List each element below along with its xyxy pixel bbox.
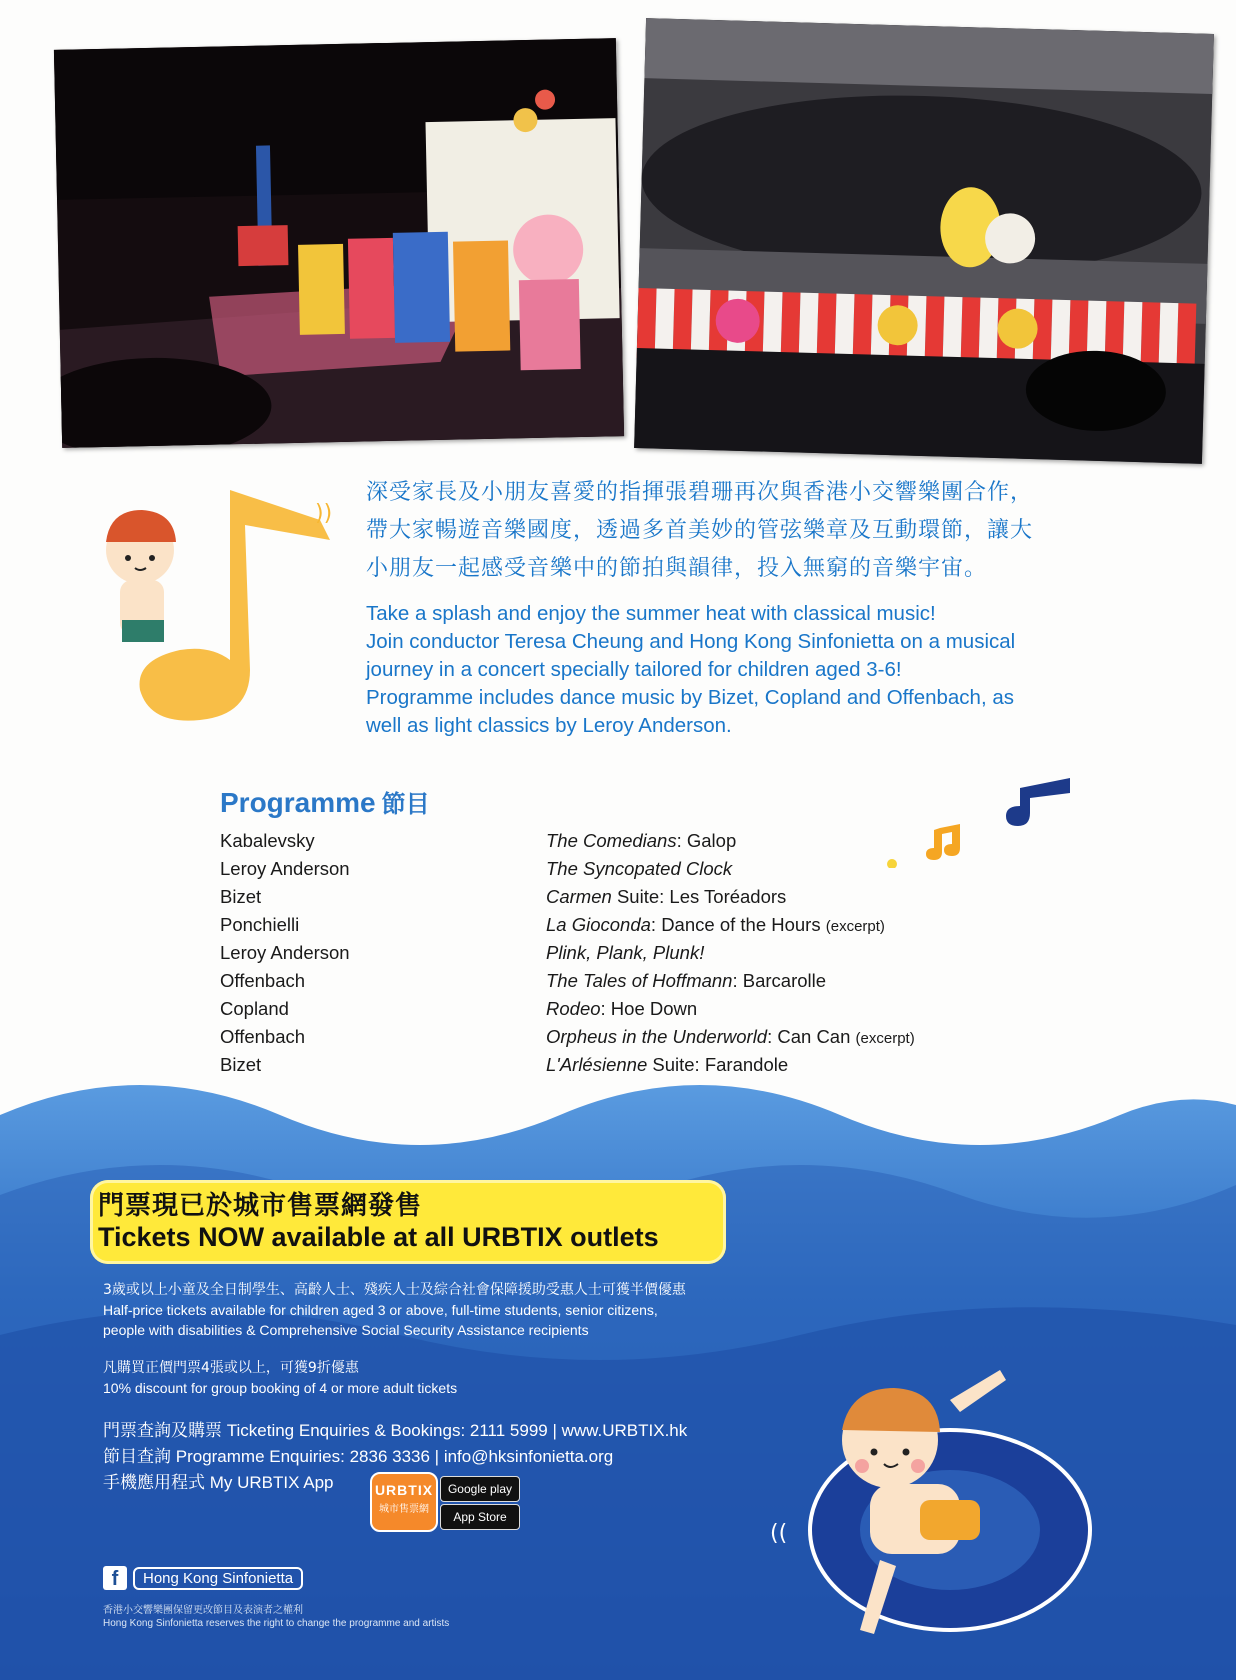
- work-title-italic: L'Arlésienne: [546, 1054, 648, 1075]
- intro-en-line: journey in a concert specially tailored for children aged 3-6!: [366, 658, 902, 681]
- work-title-italic: La Gioconda: [546, 914, 651, 935]
- intro-en-line: Take a splash and enjoy the summer heat with classical music!: [366, 602, 936, 625]
- app-store-icon[interactable]: [440, 1504, 520, 1530]
- disclaimer: [103, 1604, 449, 1630]
- composer-name: Ponchielli: [220, 914, 300, 935]
- composer-name: Copland: [220, 998, 289, 1019]
- separator: |: [429, 1447, 444, 1466]
- tickets-banner-zh: 門票現已於城市售票網發售: [98, 1191, 423, 1221]
- group-discount-info: [103, 1358, 803, 1398]
- work-note: (excerpt): [825, 918, 885, 935]
- half-price-en-2: people with disabilities & Comprehensive Social Security Assistance recipients: [103, 1322, 589, 1338]
- facebook-icon: f: [103, 1566, 127, 1590]
- work-title: [546, 827, 736, 857]
- work-title-rest: : Can Can: [767, 1026, 856, 1047]
- programme-item: [220, 995, 1040, 1023]
- intro-zh-line: 深受家長及小朋友喜愛的指揮張碧珊再次與香港小交響樂團合作，: [366, 480, 1034, 505]
- disclaimer-en: Hong Kong Sinfonietta reserves the right to change the programme and artists: [103, 1618, 450, 1629]
- composer-name: Offenbach: [220, 1026, 306, 1047]
- app-store-label: App Store: [453, 1510, 507, 1524]
- programme-item: [220, 827, 1040, 855]
- group-discount-en: 10% discount for group booking of 4 or more adult tickets: [103, 1380, 458, 1396]
- half-price-en-1: Half-price tickets available for children aged 3 or above, full-time students, senior citizens,: [103, 1302, 658, 1318]
- kid-in-swim-ring-illustration: [770, 1360, 1100, 1660]
- programme-heading: [220, 784, 430, 819]
- work-title: [546, 883, 786, 913]
- urbtix-app-icon-label-zh: 城市售票網: [379, 1504, 429, 1515]
- half-price-info: [103, 1280, 803, 1340]
- intro-zh-line: 帶大家暢遊音樂國度，透過多首美妙的管弦樂章及互動環節，讓大: [366, 518, 1034, 543]
- work-title-rest: : Galop: [676, 830, 737, 851]
- programme-heading-zh: 節目: [381, 790, 430, 818]
- programme-enquiries: [103, 1444, 823, 1470]
- work-title-italic: Orpheus in the Underworld: [546, 1026, 768, 1047]
- work-title-rest: : Hoe Down: [600, 998, 698, 1019]
- work-title-italic: The Comedians: [546, 830, 677, 851]
- programme-item: [220, 883, 1040, 911]
- programme-item: [220, 855, 1040, 883]
- work-title: [546, 911, 885, 941]
- work-title: [546, 855, 732, 885]
- programme-item: [220, 1023, 1040, 1051]
- programme-enq-en: Programme Enquiries: 2836 3336: [175, 1447, 430, 1466]
- google-play-icon[interactable]: [440, 1476, 520, 1502]
- svg-text:)): )): [315, 501, 333, 526]
- programme-item: [220, 911, 1040, 939]
- programme-item: [220, 967, 1040, 995]
- programme-enq-zh: 節目查詢: [103, 1447, 171, 1467]
- work-title: [546, 1023, 915, 1053]
- intro-text-english: [366, 600, 1126, 740]
- programme-list: [220, 827, 1040, 1079]
- programme-heading-en: Programme: [220, 787, 376, 818]
- urbtix-link[interactable]: www.URBTIX.hk: [561, 1421, 688, 1440]
- work-title-rest: : Barcarolle: [732, 970, 827, 991]
- app-zh: 手機應用程式: [103, 1473, 205, 1493]
- urbtix-app-icon[interactable]: [370, 1472, 438, 1532]
- intro-en-line: Join conductor Teresa Cheung and Hong Kong Sinfonietta on a musical: [366, 630, 1016, 653]
- facebook-page-name: Hong Kong Sinfonietta: [133, 1567, 303, 1590]
- composer-name: Kabalevsky: [220, 830, 315, 851]
- work-title-italic: Plink, Plank, Plunk!: [546, 942, 705, 963]
- work-title-rest: Suite: Les Toréadors: [611, 886, 787, 907]
- composer-name: Bizet: [220, 1054, 262, 1075]
- facebook-link[interactable]: [103, 1565, 303, 1591]
- app-en: My URBTIX App: [209, 1473, 334, 1492]
- urbtix-app-icon-label: URBTIX: [374, 1482, 434, 1498]
- work-title: [546, 967, 826, 997]
- separator: |: [547, 1421, 562, 1440]
- work-title-italic: Rodeo: [546, 998, 601, 1019]
- work-title: [546, 995, 697, 1025]
- email-link[interactable]: info@hksinfonietta.org: [443, 1447, 614, 1466]
- svg-text:((: ((: [770, 1521, 788, 1546]
- photo-stage-puppet-show: [54, 38, 624, 448]
- work-title-italic: The Syncopated Clock: [546, 858, 733, 879]
- tickets-banner-en: Tickets NOW available at all URBTIX outlets: [98, 1222, 659, 1252]
- intro-text-chinese: [366, 474, 1126, 588]
- work-note: (excerpt): [855, 1030, 915, 1047]
- work-title-italic: Carmen: [546, 886, 612, 907]
- photo-orchestra-performance: [634, 18, 1214, 464]
- google-play-label: Google play: [447, 1482, 513, 1496]
- work-title-rest: Suite: Farandole: [647, 1054, 789, 1075]
- ticketing-enquiries: [103, 1418, 823, 1444]
- work-title: [546, 939, 704, 969]
- intro-en-line: well as light classics by Leroy Anderson.: [366, 714, 732, 737]
- kid-on-music-note-illustration: [80, 480, 350, 730]
- work-title-rest: : Dance of the Hours: [650, 914, 826, 935]
- intro-en-line: Programme includes dance music by Bizet, Copland and Offenbach, as: [366, 686, 1015, 709]
- programme-item: [220, 939, 1040, 967]
- intro-zh-line: 小朋友一起感受音樂中的節拍與韻律，投入無窮的音樂宇宙。: [366, 556, 988, 581]
- ticketing-en: Ticketing Enquiries & Bookings: 2111 5999: [226, 1421, 548, 1440]
- tickets-available-banner: [90, 1180, 726, 1264]
- composer-name: Bizet: [220, 886, 262, 907]
- half-price-zh: 3歲或以上小童及全日制學生、高齡人士、殘疾人士及綜合社會保障援助受惠人士可獲半價優惠: [103, 1282, 686, 1298]
- composer-name: Leroy Anderson: [220, 942, 350, 963]
- work-title-italic: The Tales of Hoffmann: [546, 970, 733, 991]
- composer-name: Leroy Anderson: [220, 858, 350, 879]
- ticketing-zh: 門票查詢及購票: [103, 1421, 222, 1441]
- group-discount-zh: 凡購買正價門票4張或以上，可獲9折優惠: [103, 1360, 359, 1376]
- disclaimer-zh: 香港小交響樂團保留更改節目及表演者之權利: [103, 1605, 303, 1616]
- composer-name: Offenbach: [220, 970, 306, 991]
